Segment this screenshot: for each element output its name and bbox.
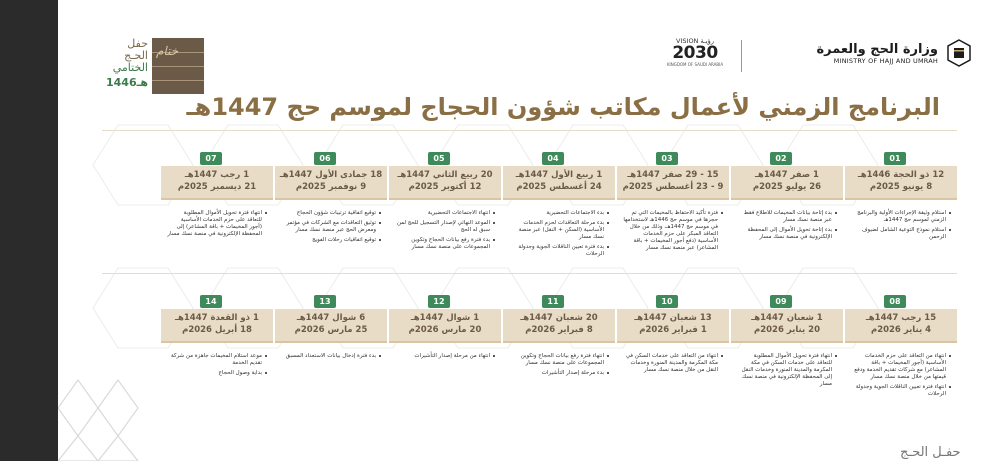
milestone-number: 14: [200, 295, 222, 308]
milestone-task: بدء إتاحة تحويل الأموال إلى المحفظة الإلكترونية في منصة نسك مسار: [737, 227, 837, 241]
milestone-hijri-date: 1 ذو القعدة 1447هـ: [175, 313, 259, 323]
page-title: البرنامج الزمني لأعمال مكاتب شؤون الحجاج لموسم حج 1447هـ: [186, 93, 940, 121]
closing-line3: الختامي: [112, 61, 148, 74]
milestone-number: 06: [314, 152, 336, 165]
milestone-hijri-date: 12 ذو الحجة 1446هـ: [857, 170, 945, 180]
milestone-task: استلام نموذج التوعية الشامل لضيوف الرحمن: [851, 227, 951, 241]
milestone-number: 02: [770, 152, 792, 165]
closing-line1: حفل: [127, 37, 148, 50]
milestone-greg-date: 8 يونيو 2025م: [869, 182, 933, 192]
milestone-greg-date: 20 يناير 2026م: [753, 325, 820, 335]
milestone-task: انتهاء فترة تعيين الناقلات الجوية وجدولة الرحلات: [851, 384, 951, 398]
milestone-date-band: [275, 309, 387, 343]
milestone-task-list: [737, 353, 837, 391]
milestone-hijri-date: 1 ربيع الأول 1447هـ: [515, 170, 603, 180]
milestone-greg-date: 8 فبراير 2026م: [525, 325, 593, 335]
milestone-greg-date: 1 فبراير 2026م: [639, 325, 707, 335]
header-divider: [741, 40, 742, 72]
milestone-hijri-date: 13 شعبان 1447هـ: [634, 313, 712, 323]
milestone-date-band: [617, 166, 729, 200]
milestone-task: موعد استلام المخيمات جاهزة من شركة تقديم الخدمة: [167, 353, 267, 367]
milestone-date-band: [161, 309, 273, 343]
milestone-number: 08: [884, 295, 906, 308]
milestone-task-list: [623, 210, 723, 255]
milestone-task: انتهاء فترة تحويل الأموال المطلوبة للتعاقد على خدمات السكن في مكة المكرمة والمدينة المنورة وخدمات النقل إلى المحفظة الإلكترونية في منصة نسك مسار: [737, 353, 837, 388]
milestone-task: الموعد النهائي لإصدار التسجيل للحج لمن سبق له الحج: [395, 220, 495, 234]
milestone-task: بدء فترة رفع بيانات الحجاج وتكوين المجموعات على منصة نسك مسار: [395, 237, 495, 251]
milestone-date-band: [617, 309, 729, 343]
milestone-task-list: [509, 353, 609, 380]
milestone-task-list: [509, 210, 609, 261]
milestone-task: انتهاء من التعاقد على خدمات السكن في مكة المكرمة والمدينة المنورة وخدمات النقل من خلال منصة نسك مسار: [623, 353, 723, 374]
milestone-date-band: [275, 166, 387, 200]
milestone-greg-date: 21 ديسمبر 2025م: [177, 182, 257, 192]
milestone-task: فترة تأكيد الاحتفاظ بالمخيمات التي تم حجزها في موسم حج 1446هـ لاستخدامها في موسم حج 1447هـ، وذلك من خلال التعاقد المبكر على حزم الخدمات الأساسية (دفع أجور المخيمات + باقة المشاعر) عبر منصة نسك مسار: [623, 210, 723, 252]
milestone-hijri-date: 1 شوال 1447هـ: [410, 313, 480, 323]
vision-year: 2030: [672, 43, 718, 63]
closing-ceremony-logo: [104, 38, 204, 94]
milestone-date-band: [731, 166, 843, 200]
milestone-number: 05: [428, 152, 450, 165]
milestone-hijri-date: 1 شعبان 1447هـ: [751, 313, 823, 323]
milestone-greg-date: 9 نوفمبر 2025م: [295, 182, 367, 192]
milestone-hijri-date: 1 رجب 1447هـ: [184, 170, 250, 180]
milestone-task: استلام وثيقة الإجراءات الأولية والبرنامج الزمني لموسم حج 1447هـ: [851, 210, 951, 224]
vision-2030-logo: [663, 37, 727, 73]
milestone-number: 11: [542, 295, 564, 308]
timeline-line: [102, 130, 957, 131]
milestone-task: انتهاء من مرحلة إصدار التأشيرات: [395, 353, 495, 360]
milestone-number: 01: [884, 152, 906, 165]
milestone-date-band: [161, 166, 273, 200]
milestone-task-list: [395, 353, 495, 363]
closing-logo-mark: [152, 38, 204, 94]
milestone-task: بدء إتاحة بيانات المخيمات للاطلاع فقط عبر منصة نسك مسار: [737, 210, 837, 224]
milestone-task-list: [167, 353, 267, 380]
milestone-task-list: [623, 353, 723, 377]
milestone-task-list: [851, 353, 951, 401]
closing-line2: الحـج: [124, 49, 148, 62]
milestone-number: 07: [200, 152, 222, 165]
milestone-greg-date: 18 أبريل 2026م: [182, 325, 252, 335]
milestone-date-band: [389, 309, 501, 343]
milestone-greg-date: 24 أغسطس 2025م: [516, 182, 602, 192]
milestone-task: بدء فترة تعيين الناقلات الجوية وجدولة الرحلات: [509, 244, 609, 258]
milestone-hijri-date: 15 - 29 صفر 1447هـ: [627, 170, 719, 180]
milestone-date-band: [845, 166, 957, 200]
footer-text: حفـل الحـج: [900, 445, 961, 460]
milestone-greg-date: 9 - 23 أغسطس 2025م: [622, 182, 724, 192]
milestone-task: بدء فترة إدخال بيانات الاستعداد المسبق: [281, 353, 381, 360]
milestone-number: 09: [770, 295, 792, 308]
timeline-line: [102, 273, 957, 274]
milestone-task: بدء مرحلة إصدار التأشيرات: [509, 370, 609, 377]
milestone-task: بداية وصول الحجاج: [167, 370, 267, 377]
ministry-name-ar: وزارة الحج والعمرة: [816, 41, 938, 57]
milestone-task: بدء مرحلة التعاقدات لحزم الخدمات الأساسية (السكن + النقل) عبر منصة نسك مسار: [509, 220, 609, 241]
milestone-date-band: [503, 309, 615, 343]
milestone-date-band: [389, 166, 501, 200]
ministry-logo: [816, 38, 972, 68]
milestone-task-list: [395, 210, 495, 254]
milestone-greg-date: 4 يناير 2026م: [870, 325, 932, 335]
milestone-hijri-date: 20 شعبان 1447هـ: [520, 313, 598, 323]
milestone-number: 03: [656, 152, 678, 165]
milestone-number: 04: [542, 152, 564, 165]
milestone-hijri-date: 15 رجب 1447هـ: [865, 313, 937, 323]
milestone-task-list: [281, 353, 381, 363]
milestone-task: توقيع اتفاقية ترتيبات شؤون الحجاج: [281, 210, 381, 217]
closing-logo-text: ختام: [156, 44, 179, 58]
kaaba-icon: [946, 38, 972, 68]
milestone-number: 10: [656, 295, 678, 308]
vision-label: VISION رؤيـة: [676, 37, 714, 45]
milestone-hijri-date: 18 جمادى الأول 1447هـ: [279, 170, 383, 180]
milestone-hijri-date: 1 صفر 1447هـ: [755, 170, 819, 180]
document-page: [58, 0, 1000, 461]
ministry-name-en: MINISTRY OF HAJJ AND UMRAH: [833, 56, 938, 65]
milestone-greg-date: 20 مارس 2026م: [408, 325, 482, 335]
milestone-greg-date: 26 يوليو 2025م: [752, 182, 822, 192]
milestone-task-list: [737, 210, 837, 244]
milestone-hijri-date: 20 ربيع الثاني 1447هـ: [397, 170, 493, 180]
milestone-task: توثيق التعاقدات مع الشركات في مؤتمر ومعرض الحج عبر منصة نسك مسار: [281, 220, 381, 234]
milestone-date-band: [503, 166, 615, 200]
milestone-number: 13: [314, 295, 336, 308]
milestone-task: انتهاء فترة تحويل الأموال المطلوبة للتعاقد على حزم الخدمات الأساسية (أجور المخيمات + باقة المشاعر) إلى المحفظة الإلكترونية في منصة نسك مسار: [167, 210, 267, 238]
milestone-hijri-date: 6 شوال 1447هـ: [296, 313, 366, 323]
milestone-greg-date: 12 أكتوبر 2025م: [408, 182, 482, 192]
milestone-date-band: [845, 309, 957, 343]
milestone-task: بدء الاجتماعات التحضيرية: [509, 210, 609, 217]
milestone-task: انتهاء من التعاقد على حزم الخدمات الأساسية (أجور المخيمات + باقة المشاعر) مع شركات تقديم الخدمة ودفع قيمتها من خلال منصة نسك مسار: [851, 353, 951, 381]
milestone-task: توقيع اتفاقيات رحلات الفويج: [281, 237, 381, 244]
milestone-task: انتهاء الاجتماعات التحضيرية: [395, 210, 495, 217]
milestone-task-list: [281, 210, 381, 247]
milestone-task-list: [851, 210, 951, 244]
milestone-greg-date: 25 مارس 2026م: [294, 325, 368, 335]
milestone-date-band: [731, 309, 843, 343]
milestone-number: 12: [428, 295, 450, 308]
vision-country: KINGDOM OF SAUDI ARABIA: [666, 62, 724, 67]
milestone-task-list: [167, 210, 267, 241]
closing-year: 1446هـ: [105, 76, 148, 89]
milestone-task: انتهاء فترة رفع بيانات الحجاج وتكوين المجموعات على منصة نسك مسار: [509, 353, 609, 367]
